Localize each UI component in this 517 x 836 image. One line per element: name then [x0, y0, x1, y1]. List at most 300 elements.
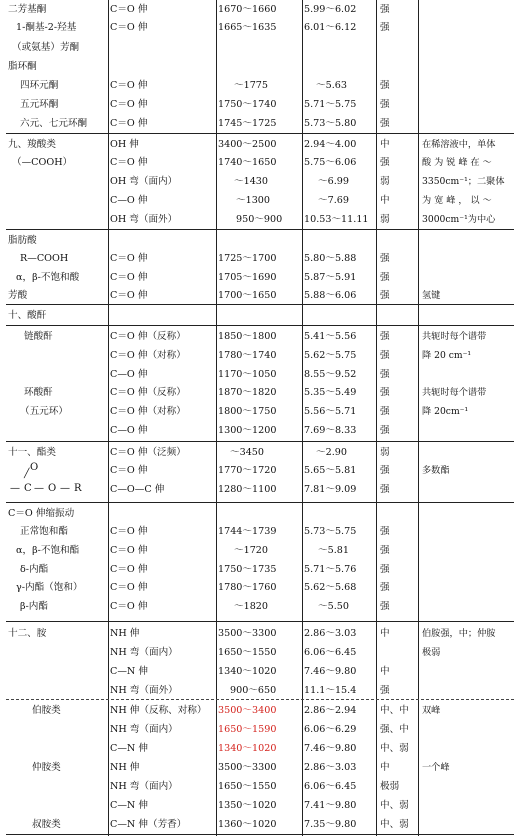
remark-cell — [422, 578, 514, 597]
wavenumber-cell — [218, 306, 302, 325]
wavelength-cell — [304, 231, 376, 250]
remark-cell: 共轭时每个谱带 — [422, 331, 487, 342]
table-row — [6, 268, 514, 287]
remark-cell — [422, 76, 514, 95]
intensity-cell: 强 — [380, 331, 390, 342]
table-row — [6, 95, 514, 114]
intensity-cell: 强 — [380, 601, 390, 612]
intensity-cell — [380, 306, 418, 325]
wavenumber-cell: ～1430 — [234, 176, 269, 187]
wavelength-cell: 5.41～5.56 — [304, 331, 357, 342]
vibration-cell: C＝O 伸（对称） — [110, 406, 186, 417]
group-name-cell: 仲胺类 — [32, 762, 61, 773]
table-row — [6, 346, 514, 365]
table-row — [6, 560, 514, 579]
table-row — [6, 758, 514, 777]
group-name-cell — [8, 796, 108, 815]
vibration-cell: NH 伸 — [110, 762, 140, 773]
wavenumber-cell: 1750～1735 — [218, 564, 277, 575]
wavelength-cell: 2.86～3.03 — [304, 628, 357, 639]
group-name-cell: 五元环酮 — [20, 99, 59, 110]
wavenumber-cell: 1650～1550 — [218, 781, 277, 792]
table-row — [6, 681, 514, 700]
group-name-cell: 九、羧酸类 — [8, 139, 56, 150]
wavelength-cell: 6.06～6.45 — [304, 781, 357, 792]
wavenumber-cell: 1170～1050 — [218, 369, 277, 380]
vibration-cell: C＝O 伸 — [110, 564, 148, 575]
group-name-cell — [8, 720, 108, 739]
intensity-cell: 强 — [380, 22, 390, 33]
remark-cell: 降 20 cm⁻¹ — [422, 350, 472, 361]
group-name-cell: 1-酮基-2-羟基 — [16, 22, 77, 33]
table-row — [6, 421, 514, 440]
group-name-cell: 链酸酐 — [24, 331, 53, 342]
section-rule — [6, 502, 514, 503]
wavelength-cell: 11.1～15.4 — [304, 685, 357, 696]
vibration-cell: C＝O 伸 — [110, 22, 148, 33]
remark-cell — [422, 541, 514, 560]
section-rule — [6, 325, 514, 326]
wavelength-cell: ～6.99 — [318, 176, 349, 187]
wavenumber-cell — [218, 38, 302, 57]
table-row — [6, 701, 514, 720]
vibration-cell: C—O 伸 — [110, 195, 148, 206]
section-rule — [6, 133, 514, 134]
remark-cell — [422, 720, 514, 739]
wavelength-cell: ～5.63 — [316, 80, 347, 91]
intensity-cell: 强 — [380, 4, 390, 15]
remark-cell — [422, 95, 514, 114]
table-row — [6, 210, 514, 229]
table-row — [6, 597, 514, 616]
wavenumber-cell: 1280～1100 — [218, 484, 277, 495]
group-name-cell — [8, 172, 108, 191]
section-rule — [6, 621, 514, 622]
ester-structure-formula — [10, 462, 106, 500]
group-name-cell — [8, 421, 108, 440]
ester-double-bond: ╱ — [24, 469, 30, 479]
remark-cell — [422, 796, 514, 815]
vibration-cell: C—O 伸 — [110, 425, 148, 436]
intensity-cell: 强 — [380, 484, 390, 495]
remark-cell: 氢键 — [422, 290, 441, 301]
table-row — [6, 306, 514, 325]
vibration-cell: NH 伸 — [110, 628, 140, 639]
wavenumber-cell: 1650～1590 — [218, 724, 277, 735]
group-name-cell: 伯胺类 — [32, 705, 61, 716]
group-name-cell — [8, 643, 108, 662]
wavelength-cell: 5.75～6.06 — [304, 157, 357, 168]
table-row — [6, 327, 514, 346]
wavenumber-cell: ～1720 — [234, 545, 269, 556]
table-row — [6, 443, 514, 462]
table-row — [6, 231, 514, 250]
wavelength-cell: 5.56～5.71 — [304, 406, 357, 417]
remark-cell — [422, 365, 514, 384]
wavenumber-cell — [218, 231, 302, 250]
group-name-cell: （或氨基）芳酮 — [12, 42, 80, 53]
table-row — [6, 720, 514, 739]
vibration-cell — [110, 57, 216, 76]
group-name-cell — [8, 365, 108, 384]
wavelength-cell: 5.71～5.76 — [304, 564, 357, 575]
intensity-cell: 极弱 — [380, 781, 400, 792]
vibration-cell: C＝O 伸 — [110, 4, 148, 15]
remark-cell — [422, 815, 514, 834]
intensity-cell: 中 — [380, 195, 390, 206]
wavelength-cell: 7.41～9.80 — [304, 800, 357, 811]
remark-cell — [422, 480, 514, 499]
group-name-cell: γ-内酯（饱和） — [16, 582, 83, 593]
wavelength-cell: 2.86～3.03 — [304, 762, 357, 773]
intensity-cell: 强 — [380, 526, 390, 537]
remark-cell: 3350cm⁻¹；二聚体 — [422, 176, 505, 187]
remark-cell: 双峰 — [422, 705, 441, 716]
intensity-cell: 中、中 — [380, 705, 409, 716]
wavelength-cell — [304, 504, 376, 523]
table-row — [6, 402, 514, 421]
table-row — [6, 365, 514, 384]
group-name-cell: 环酸酐 — [24, 387, 53, 398]
intensity-cell: 强、中 — [380, 724, 409, 735]
group-name-cell: 六元、七元环酮 — [20, 118, 88, 129]
vibration-cell: C＝O 伸（反称） — [110, 387, 186, 398]
intensity-cell: 中 — [380, 139, 390, 150]
vibration-cell: C＝O 伸 — [110, 253, 148, 264]
section-rule — [6, 834, 514, 835]
group-name-cell: 正常饱和酯 — [20, 526, 68, 537]
wavelength-cell: 5.73～5.80 — [304, 118, 357, 129]
remark-cell — [422, 268, 514, 287]
group-name-cell: （五元环） — [20, 406, 68, 417]
wavenumber-cell: 1665～1635 — [218, 22, 277, 33]
table-row — [6, 383, 514, 402]
table-row — [6, 796, 514, 815]
intensity-cell: 强 — [380, 253, 390, 264]
wavenumber-cell: 1870～1820 — [218, 387, 277, 398]
remark-cell — [422, 38, 514, 57]
table-row — [6, 57, 514, 76]
table-row — [6, 135, 514, 154]
intensity-cell: 强 — [380, 99, 390, 110]
group-name-cell: 叔胺类 — [32, 819, 61, 830]
intensity-cell: 强 — [380, 406, 390, 417]
table-row — [6, 76, 514, 95]
table-row — [6, 18, 514, 37]
vibration-cell: C＝O 伸 — [110, 601, 148, 612]
wavelength-cell — [304, 38, 376, 57]
wavenumber-cell: 1745～1725 — [218, 118, 277, 129]
remark-cell — [422, 0, 514, 19]
wavenumber-cell: 900～650 — [230, 685, 277, 696]
wavenumber-cell: 3500～3400 — [218, 705, 277, 716]
vibration-cell: C＝O 伸 — [110, 545, 148, 556]
intensity-cell — [380, 57, 418, 76]
wavelength-cell: 7.69～8.33 — [304, 425, 357, 436]
table-row — [6, 249, 514, 268]
vibration-cell: C＝O 伸 — [110, 118, 148, 129]
wavenumber-cell: 1300～1200 — [218, 425, 277, 436]
wavenumber-cell: 1770～1720 — [218, 465, 277, 476]
wavenumber-cell: 1360～1020 — [218, 819, 277, 830]
intensity-cell — [380, 231, 418, 250]
vibration-cell: OH 弯（面外） — [110, 214, 178, 225]
wavelength-cell: 6.06～6.45 — [304, 647, 357, 658]
intensity-cell: 强 — [380, 564, 390, 575]
wavenumber-cell: 1800～1750 — [218, 406, 277, 417]
remark-cell — [422, 522, 514, 541]
intensity-cell: 中、弱 — [380, 800, 409, 811]
wavenumber-cell: 1780～1760 — [218, 582, 277, 593]
wavenumber-cell: 950～900 — [236, 214, 283, 225]
group-name-cell — [8, 662, 108, 681]
vibration-cell: C＝O 伸 — [110, 272, 148, 283]
intensity-cell: 弱 — [380, 447, 390, 458]
wavelength-cell: 5.71～5.75 — [304, 99, 357, 110]
wavelength-cell: 5.88～6.06 — [304, 290, 357, 301]
remark-cell — [422, 18, 514, 37]
intensity-cell: 强 — [380, 290, 390, 301]
ester-oxygen: O — [48, 483, 57, 494]
vibration-cell: NH 伸（反称、对称） — [110, 705, 207, 716]
table-row — [6, 286, 514, 305]
group-name-cell: C＝O 伸缩振动 — [8, 508, 75, 519]
group-name-cell — [8, 191, 108, 210]
remark-cell: 一个峰 — [422, 762, 450, 773]
vibration-cell: C—O—C 伸 — [110, 484, 165, 495]
remark-cell: 为 宽 峰 ， 以 ～ — [422, 195, 492, 206]
intensity-cell: 强 — [380, 387, 390, 398]
wavenumber-cell: 1740～1650 — [218, 157, 277, 168]
wavelength-cell: 8.55～9.52 — [304, 369, 357, 380]
ester-carbonyl-oxygen: O — [30, 462, 39, 473]
intensity-cell: 强 — [380, 118, 390, 129]
vibration-cell: NH 弯（面外） — [110, 685, 178, 696]
remark-cell: 多数酯 — [422, 465, 450, 476]
intensity-cell — [380, 504, 418, 523]
group-name-cell: α，β-不饱和酸 — [16, 272, 80, 283]
vibration-cell: C—N 伸（芳香） — [110, 819, 187, 830]
vibration-cell: NH 弯（面内） — [110, 781, 178, 792]
wavenumber-cell: 3500～3300 — [218, 762, 277, 773]
intensity-cell: 强 — [380, 545, 390, 556]
wavelength-cell: 5.62～5.68 — [304, 582, 357, 593]
wavelength-cell: 2.94～4.00 — [304, 139, 357, 150]
section-rule — [6, 229, 514, 230]
vibration-cell: C＝O 伸 — [110, 526, 148, 537]
wavenumber-cell: ～1820 — [234, 601, 269, 612]
remark-cell — [422, 662, 514, 681]
intensity-cell — [380, 643, 418, 662]
remark-cell: 极弱 — [422, 647, 441, 658]
intensity-cell: 强 — [380, 465, 390, 476]
wavelength-cell: ～5.50 — [318, 601, 349, 612]
wavenumber-cell: 1744～1739 — [218, 526, 277, 537]
group-name-cell — [8, 346, 108, 365]
intensity-cell: 强 — [380, 350, 390, 361]
group-name-cell: 四环元酮 — [20, 80, 59, 91]
table-row — [6, 0, 514, 19]
group-name-cell: 脂肪酸 — [8, 235, 37, 246]
wavenumber-cell: 1670～1660 — [218, 4, 277, 15]
wavenumber-cell: ～3450 — [230, 447, 265, 458]
remark-cell — [422, 560, 514, 579]
wavelength-cell: 6.01～6.12 — [304, 22, 357, 33]
remark-cell — [422, 306, 514, 325]
intensity-cell: 强 — [380, 369, 390, 380]
vibration-cell: NH 弯（面内） — [110, 647, 178, 658]
remark-cell — [422, 504, 514, 523]
remark-cell: 伯胺强，中；仲胺 — [422, 628, 496, 639]
intensity-cell: 中 — [380, 666, 390, 677]
remark-cell — [422, 777, 514, 796]
vibration-cell: C＝O 伸 — [110, 290, 148, 301]
wavenumber-cell: ～1775 — [234, 80, 269, 91]
vibration-cell: C＝O 伸（对称） — [110, 350, 186, 361]
wavenumber-cell: ～1300 — [236, 195, 271, 206]
table-row — [6, 114, 514, 133]
ester-right-bond: — — [60, 483, 70, 494]
vibration-cell — [110, 231, 216, 250]
wavenumber-cell: 1700～1650 — [218, 290, 277, 301]
group-name-cell: δ-内酯 — [20, 564, 49, 575]
wavenumber-cell: 1750～1740 — [218, 99, 277, 110]
group-name-cell — [8, 739, 108, 758]
intensity-cell: 中、弱 — [380, 743, 409, 754]
remark-cell: 在稀溶液中，单体 — [422, 139, 496, 150]
wavelength-cell: 7.35～9.80 — [304, 819, 357, 830]
wavelength-cell: ～5.81 — [318, 545, 349, 556]
wavelength-cell: 7.46～9.80 — [304, 743, 357, 754]
group-name-cell: 十二、胺 — [8, 628, 47, 639]
table-row — [6, 624, 514, 643]
vibration-cell: NH 弯（面内） — [110, 724, 178, 735]
vibration-cell: C—N 伸 — [110, 743, 148, 754]
wavenumber-cell — [218, 504, 302, 523]
group-name-cell: 十一、酯类 — [8, 447, 56, 458]
wavenumber-cell: 1340～1020 — [218, 743, 277, 754]
intensity-cell: 强 — [380, 685, 390, 696]
wavelength-cell — [304, 306, 376, 325]
group-name-cell: 脂环酮 — [8, 61, 37, 72]
wavenumber-cell: 1705～1690 — [218, 272, 277, 283]
wavelength-cell: 10.53～11.11 — [304, 214, 369, 225]
ir-absorption-table — [6, 0, 514, 836]
intensity-cell: 中、弱 — [380, 819, 409, 830]
table-row — [6, 739, 514, 758]
vibration-cell — [110, 504, 216, 523]
table-row — [6, 777, 514, 796]
remark-cell: 降 20cm⁻¹ — [422, 406, 469, 417]
vibration-cell: OH 伸 — [110, 139, 139, 150]
vibration-cell — [110, 306, 216, 325]
wavelength-cell: 5.35～5.49 — [304, 387, 357, 398]
intensity-cell: 强 — [380, 272, 390, 283]
group-name-cell: 十、酸酐 — [8, 310, 47, 321]
vibration-cell: C—N 伸 — [110, 666, 148, 677]
table-row — [6, 153, 514, 172]
vibration-cell: C—O 伸 — [110, 369, 148, 380]
wavenumber-cell: 1340～1020 — [218, 666, 277, 677]
wavelength-cell: 5.65～5.81 — [304, 465, 357, 476]
remark-cell: 共轭时每个谱带 — [422, 387, 487, 398]
group-name-cell — [8, 210, 108, 229]
vibration-cell: C—N 伸 — [110, 800, 148, 811]
wavelength-cell: ～2.90 — [316, 447, 347, 458]
vibration-cell: OH 弯（面内） — [110, 176, 178, 187]
group-name-cell: 芳酸 — [8, 290, 28, 301]
intensity-cell: 中 — [380, 628, 390, 639]
remark-cell: 酸 为 锐 峰 在 ～ — [422, 157, 492, 168]
wavelength-cell: ～7.69 — [318, 195, 349, 206]
table-row — [6, 541, 514, 560]
table-row — [6, 815, 514, 834]
wavenumber-cell: 1350～1020 — [218, 800, 277, 811]
intensity-cell: 弱 — [380, 176, 390, 187]
ester-mid-bond: — — [34, 483, 44, 494]
intensity-cell: 弱 — [380, 214, 390, 225]
section-rule — [6, 441, 514, 442]
intensity-cell: 强 — [380, 80, 390, 91]
wavenumber-cell: 3400～2500 — [218, 139, 277, 150]
group-name-cell: β-内酯 — [20, 601, 48, 612]
intensity-cell: 强 — [380, 425, 390, 436]
remark-cell — [422, 443, 514, 462]
vibration-cell: C＝O 伸（泛频） — [110, 447, 186, 458]
wavelength-cell: 5.73～5.75 — [304, 526, 357, 537]
wavelength-cell: 6.06～6.29 — [304, 724, 357, 735]
table-row — [6, 522, 514, 541]
table-row — [6, 662, 514, 681]
wavenumber-cell: 1780～1740 — [218, 350, 277, 361]
wavelength-cell — [304, 57, 376, 76]
remark-cell — [422, 421, 514, 440]
remark-cell — [422, 739, 514, 758]
remark-cell: 3000cm⁻¹为中心 — [422, 214, 496, 225]
vibration-cell: C＝O 伸 — [110, 80, 148, 91]
ester-left-bond: — — [10, 483, 20, 494]
group-name-cell: R—COOH — [20, 253, 69, 264]
table-row — [6, 643, 514, 662]
wavenumber-cell — [218, 57, 302, 76]
table-row — [6, 38, 514, 57]
wavelength-cell: 7.81～9.09 — [304, 484, 357, 495]
wavelength-cell: 5.62～5.75 — [304, 350, 357, 361]
table-row — [6, 172, 514, 191]
vibration-cell: C＝O 伸 — [110, 582, 148, 593]
group-name-cell: α，β-不饱和酯 — [16, 545, 80, 556]
wavenumber-cell: 1850～1800 — [218, 331, 277, 342]
vibration-cell — [110, 38, 216, 57]
intensity-cell: 中 — [380, 762, 390, 773]
group-name-cell — [8, 777, 108, 796]
table-row — [6, 578, 514, 597]
wavenumber-cell: 1725～1700 — [218, 253, 277, 264]
wavelength-cell: 7.46～9.80 — [304, 666, 357, 677]
table-row — [6, 504, 514, 523]
intensity-cell: 强 — [380, 582, 390, 593]
table-row — [6, 191, 514, 210]
group-name-cell — [8, 681, 108, 700]
vibration-cell: C＝O 伸 — [110, 157, 148, 168]
ester-r-group: R — [74, 483, 82, 494]
remark-cell — [422, 231, 514, 250]
wavenumber-cell: 1650～1550 — [218, 647, 277, 658]
remark-cell — [422, 597, 514, 616]
group-name-cell: （—COOH） — [12, 157, 73, 168]
remark-cell — [422, 681, 514, 700]
wavelength-cell: 5.99～6.02 — [304, 4, 357, 15]
